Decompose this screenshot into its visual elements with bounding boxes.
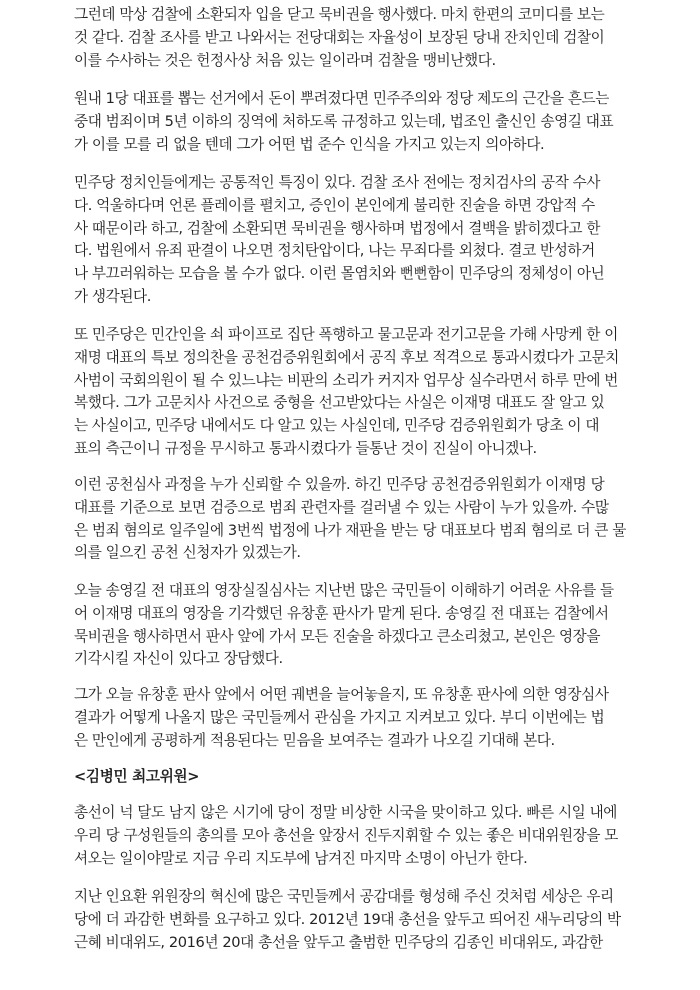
text-line: 그가 오늘 유창훈 판사 앞에서 어떤 궤변을 늘어놓을지, 또 유창훈 판사에 의한 영장심사	[74, 686, 609, 703]
text-line: 결과가 어떻게 나올지 많은 국민들께서 관심을 가지고 지켜보고 있다. 부디 이번에는 법	[74, 708, 605, 726]
text-line: 다. 억울하다며 언론 플레이를 펼치고, 증인이 본인에게 불리한 진술을 하면 강압적 수	[74, 196, 595, 214]
text-line: 원내 1당 대표를 뽑는 선거에서 돈이 뿌려졌다면 민주주의와 정당 제도의 근간을 흔드는	[74, 90, 609, 107]
text-line: 기각시킬 자신이 있다고 장담했다.	[74, 650, 283, 668]
paragraph-2	[74, 88, 640, 156]
text-line: 이를 수사하는 것은 헌정사상 처음 있는 일이라며 검찰을 맹비난했다.	[74, 51, 496, 69]
paragraph-8	[74, 802, 640, 870]
text-line: 묵비권을 행사하면서 판사 앞에 가서 모든 진술을 하겠다고 큰소리쳤고, 본인은 영장을	[74, 627, 601, 645]
paragraph-6	[74, 580, 640, 671]
text-line: 재명 대표의 특보 정의찬을 공천검증위원회에서 공직 후보 적격으로 통과시켰다가 고문치	[74, 348, 619, 366]
paragraph-5	[74, 474, 640, 565]
text-line: 근혜 비대위도, 2016년 20대 총선을 앞두고 출범한 민주당의 김종인 비대위도, 과감한	[74, 933, 603, 951]
paragraph-4	[74, 324, 640, 461]
text-line: 가 이를 모를 리 없을 텐데 그가 어떤 법 준수 인식을 가지고 있는지 의아하다.	[74, 135, 545, 153]
paragraph-9	[74, 886, 640, 954]
text-line: 사범이 국회의원이 될 수 있느냐는 비판의 소리가 커지자 업무상 실수라면서 하루 만에 번	[74, 371, 618, 389]
text-line: 가 생각된다.	[74, 287, 151, 305]
text-line: 의를 일으킨 공천 신청자가 있겠는가.	[74, 544, 301, 562]
text-line: 또 민주당은 민간인을 쇠 파이프로 집단 폭행하고 물고문과 전기고문을 가해 사망케 한 이	[74, 326, 618, 343]
text-line: 는 사실이고, 민주당 내에서도 다 알고 있는 사실인데, 민주당 검증위원회가 당초 이 대	[74, 417, 600, 435]
text-line: 중대 범죄이며 5년 이하의 징역에 처하도록 규정하고 있는데, 법조인 출신인 송영길 대표	[74, 112, 614, 130]
text-line: 어 이재명 대표의 영장을 기각했던 유창훈 판사가 맡게 된다. 송영길 전 대표는 검찰에서	[74, 604, 609, 622]
text-line: 다. 법원에서 유죄 판결이 나오면 정치탄압이다, 나는 무죄다를 외쳤다. 결코 반성하거	[74, 242, 595, 260]
text-line: 표의 측근이니 규정을 무시하고 통과시켰다가 들통난 것이 진실이 아니겠나.	[74, 439, 537, 457]
text-line: 그런데 막상 검찰에 소환되자 입을 닫고 묵비권을 행사했다. 마치 한편의 코미디를 보는	[74, 6, 605, 23]
text-line: 나 부끄러워하는 모습을 볼 수가 없다. 이런 몰염치와 뻔뻔함이 민주당의 정체성이 아닌	[74, 265, 605, 283]
text-line: 총선이 넉 달도 남지 않은 시기에 당이 정말 비상한 시국을 맞이하고 있다. 빠른 시일 내에	[74, 804, 618, 821]
text-line: 당에 더 과감한 변화를 요구하고 있다. 2012년 19대 총선을 앞두고 띄어진 새누리당의 박	[74, 910, 621, 928]
paragraph-7	[74, 684, 640, 752]
speaker-heading: <김병민 최고위원>	[74, 768, 200, 785]
text-line: 지난 인요환 위원장의 혁신에 많은 국민들께서 공감대를 형성해 주신 것처럼 세상은 우리	[74, 888, 614, 905]
text-line: 민주당 정치인들에게는 공통적인 특징이 있다. 검찰 조사 전에는 정치검사의 공작 수사	[74, 174, 601, 191]
text-line: 사 때문이라 하고, 검찰에 소환되면 묵비권을 행사하며 법정에서 결백을 밝히겠다고 한	[74, 219, 601, 237]
text-line: 것 같다. 검찰 조사를 받고 나와서는 전당대회는 자율성이 보장된 당내 잔치인데 검찰이	[74, 28, 605, 46]
paragraph-3	[74, 172, 640, 309]
text-line: 이런 공천심사 과정을 누가 신뢰할 수 있을까. 하긴 민주당 공천검증위원회가 이재명 당	[74, 476, 605, 493]
text-line: 대표를 기준으로 보면 검증으로 범죄 관련자를 걸러낼 수 있는 사람이 누가 있을까. 수많	[74, 498, 609, 516]
text-line: 우리 당 구성원들의 총의를 모아 총선을 앞장서 진두지휘할 수 있는 좋은 비대위원장을 모	[74, 826, 618, 844]
text-line: 은 범죄 혐의로 일주일에 3번씩 법정에 나가 재판을 받는 당 대표보다 범죄 혐의로 더 큰 물	[74, 521, 626, 539]
text-line: 복했다. 그가 고문치사 사건으로 중형을 선고받았다는 사실은 이재명 대표도 잘 알고 있	[74, 394, 605, 412]
text-line: 셔오는 일이야말로 지금 우리 지도부에 남겨진 마지막 소명이 아닌가 한다.	[74, 849, 528, 867]
text-line: 은 만인에게 공평하게 적용된다는 믿음을 보여주는 결과가 나오길 기대해 본다.	[74, 731, 555, 749]
paragraph-1	[74, 4, 640, 72]
text-line: 오늘 송영길 전 대표의 영장실질심사는 지난번 많은 국민들이 이해하기 어려운 사유를 들	[74, 582, 614, 599]
